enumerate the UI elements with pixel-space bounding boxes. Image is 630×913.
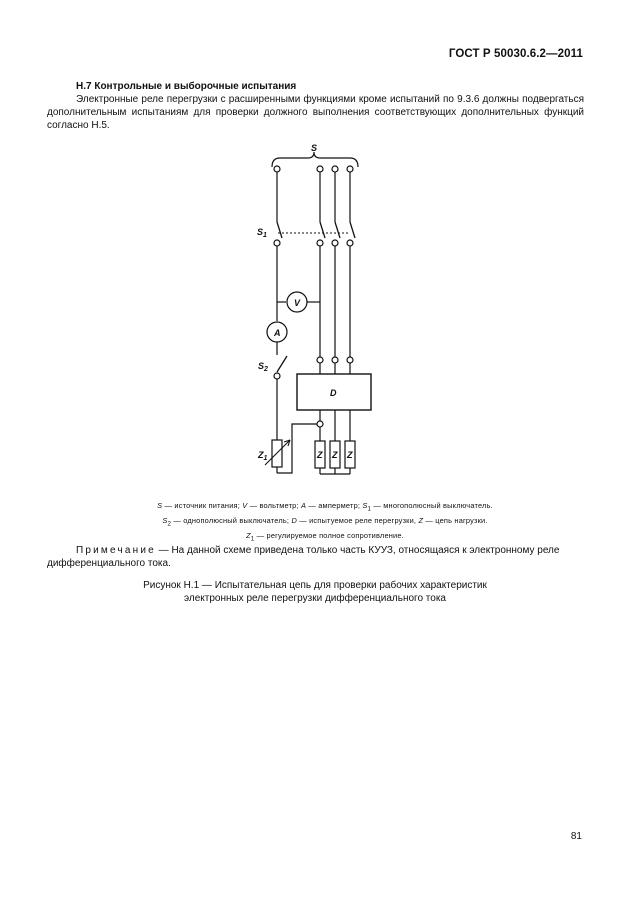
figure-legend xyxy=(115,500,535,545)
label-load-3: Z xyxy=(347,450,353,460)
section-paragraph-text: Электронные реле перегрузки с расширенными функциями кроме испытаний по 9.3.6 должны подвергаться дополнительным испытаниям для проверки должного выполнения соответствующих дополнительных функций согласно Н.5. xyxy=(47,94,584,131)
page-number: 81 xyxy=(570,831,582,842)
switch-s1 xyxy=(277,222,355,238)
figure-note xyxy=(47,544,584,570)
label-voltmeter: V xyxy=(294,298,301,308)
caption-line-2: электронных реле перегрузки дифференциального тока xyxy=(183,592,446,604)
label-s1: $S_1$ xyxy=(257,227,267,239)
note-label: Примечание xyxy=(76,545,156,556)
label-ammeter: A xyxy=(274,328,281,338)
section-title: Н.7 Контрольные и выборочные испытания xyxy=(76,81,297,92)
standard-header: ГОСТ Р 50030.6.2—2011 xyxy=(448,48,583,60)
caption-line-1: Рисунок Н.1 — Испытательная цепь для проверки рабочих характеристик xyxy=(143,580,487,591)
note-text: — На данной схеме приведена только часть КУУЗ, относящаяся к электронному реле дифференциального тока. xyxy=(47,545,560,569)
switch-s2 xyxy=(277,356,287,372)
label-s2: $S_2$ xyxy=(258,361,268,373)
section-paragraph xyxy=(47,93,584,132)
source-brace xyxy=(272,152,358,167)
legend-line-1: S — источник питания; V — вольтметр; A — амперметр; $S_1$ — многополюсный выключатель. xyxy=(157,501,493,513)
test-circuit-diagram xyxy=(240,140,390,480)
source-terminal-3 xyxy=(332,166,338,172)
label-load-1: Z xyxy=(317,450,323,460)
label-load-2: Z xyxy=(332,450,338,460)
source-terminal-1 xyxy=(274,166,280,172)
source-terminal-4 xyxy=(347,166,353,172)
legend-line-3: $Z_1$ — регулируемое полное сопротивление. xyxy=(246,530,404,543)
source-terminal-2 xyxy=(317,166,323,172)
label-z1: $Z_1$ xyxy=(258,450,268,462)
label-device: D xyxy=(330,388,337,398)
legend-line-2: $S_2$ — однополюсный выключатель; D — испытуемое реле перегрузки, Z — цепь нагрузки. xyxy=(162,515,488,528)
label-source: S xyxy=(311,143,318,153)
figure-caption xyxy=(80,580,550,605)
